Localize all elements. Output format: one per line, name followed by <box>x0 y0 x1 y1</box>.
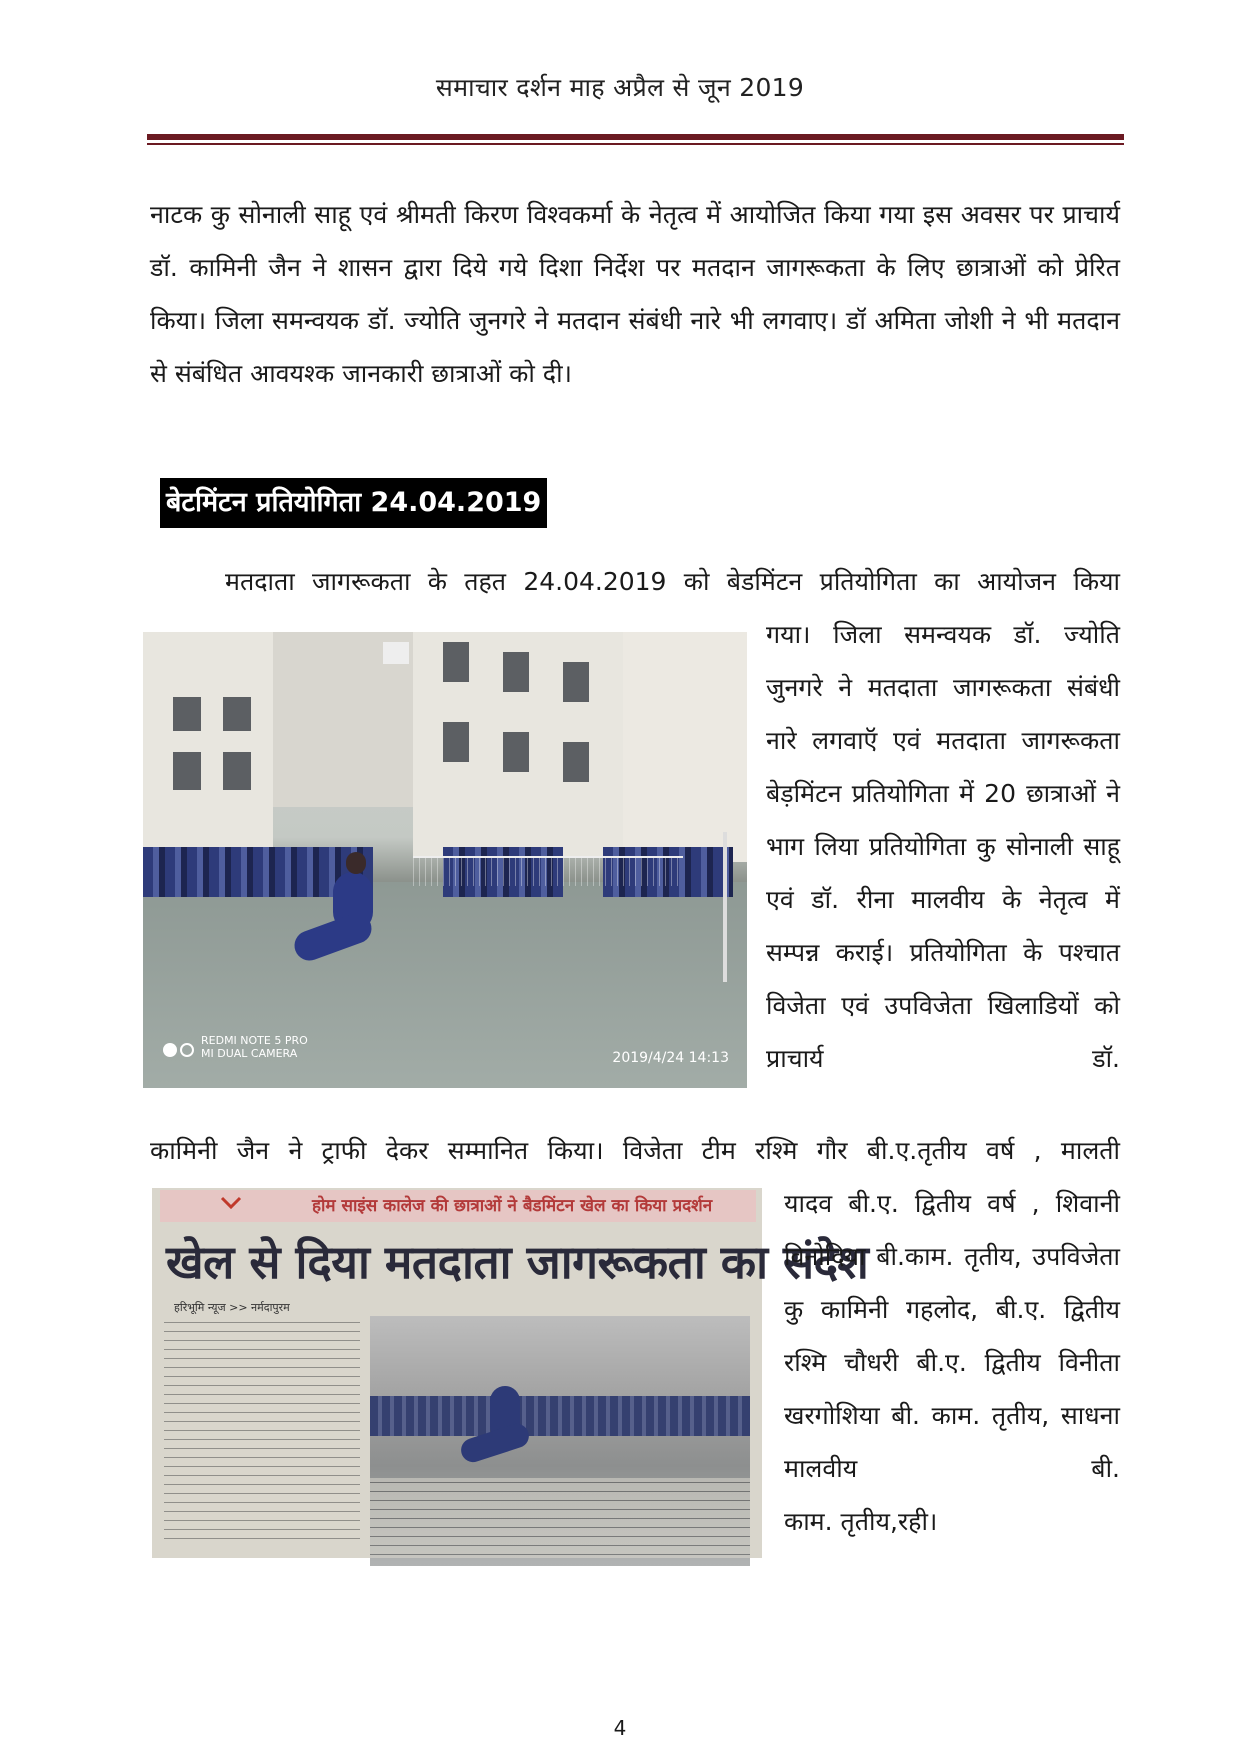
camera-watermark-dots <box>163 1042 197 1061</box>
player-head <box>346 852 366 874</box>
window <box>223 697 251 731</box>
clipping-headline: खेल से दिया मतदाता जागरूकता का संदेश <box>166 1235 869 1289</box>
window <box>173 697 201 731</box>
badminton-paragraph-beside-photo: गया। जिला समन्वयक डॉ. ज्योति जुनगरे ने मतदाता जागरूकता संबंधी नारे लगवाऍ एवं मतदाता जागरूकता बेड़मिंटन प्रतियोगिता में 20 छात्राओं ने भाग लिया प्रतियोगिता कु सोनाली साहू एवं डॉ. रीना मालवीय के नेतृत्व में सम्पन्न कराई। प्रतियोगिता के पश्चात विजेता एवं उपविजेता खिलाडियों को प्राचार्य डॉ. <box>766 620 1120 1073</box>
photo-timestamp: 2019/4/24 14:13 <box>612 1050 729 1066</box>
header-divider-thin <box>147 143 1124 145</box>
window <box>173 752 201 790</box>
badminton-paragraph-full-line: कामिनी जैन ने ट्राफी देकर सम्मानित किया। विजेता टीम रश्मि गौर बी.ए.तृतीय वर्ष , मालती <box>150 1136 1120 1165</box>
clipping-photo-crowd <box>370 1396 750 1436</box>
window <box>503 652 529 692</box>
window <box>503 732 529 772</box>
intro-paragraph <box>150 188 1120 400</box>
window <box>383 642 409 664</box>
window <box>563 742 589 782</box>
badminton-paragraph-beside-clipping <box>784 1177 1120 1548</box>
intro-paragraph-text: नाटक कु सोनाली साहू एवं श्रीमती किरण विश्वकर्मा के नेतृत्व में आयोजित किया गया इस अवसर पर प्राचार्य डॉ. कामिनी जैन ने शासन द्वारा दिये गये दिशा निर्देश पर मतदान जागरूकता के लिए छात्राओं को प्रेरित किया। जिला समन्वयक डॉ. ज्योति जुनगरे ने मतदान संबंधी नारे भी लगवाए। डॉ अमिता जोशी ने भी मतदान से संबंधित आवयश्क जानकारी छात्राओं को दी। <box>150 200 1120 388</box>
badminton-paragraph-line1: मतदाता जागरूकता के तहत 24.04.2019 को बेडमिंटन प्रतियोगिता का आयोजन किया <box>225 567 1120 596</box>
clipping-subheadline: होम साइंस कालेज की छात्राओं ने बैडमिंटन खेल का किया प्रदर्शन <box>312 1196 713 1216</box>
camera-watermark <box>201 1034 308 1060</box>
camera-dot-icon <box>163 1043 177 1057</box>
camera-type: MI DUAL CAMERA <box>201 1047 298 1060</box>
window <box>563 662 589 702</box>
header-divider <box>147 134 1124 140</box>
section-heading: बेटमिंटन प्रतियोगिता 24.04.2019 <box>160 478 547 528</box>
winners-list-last-line: काम. तृतीय,रही। <box>784 1507 938 1536</box>
clipping-byline: हरिभूमि न्यूज >> नर्मदापुरम <box>174 1301 290 1314</box>
clipping-text-column <box>164 1318 360 1543</box>
badminton-net <box>413 856 683 886</box>
badminton-match-photo <box>143 632 747 1088</box>
camera-model: REDMI NOTE 5 PRO <box>201 1034 308 1047</box>
net-pole <box>723 832 727 982</box>
winners-list-text: यादव बी.ए. द्वितीय वर्ष , शिवानी विनोदिया बी.काम. तृतीय, उपविजेता कु कामिनी गहलोद, बी.ए. द्वितीय रश्मि चौधरी बी.ए. द्वितीय विनीता खरगोशिया बी. काम. तृतीय, साधना मालवीय बी. <box>784 1189 1120 1483</box>
building-left <box>143 632 273 862</box>
window <box>443 642 469 682</box>
chevron-down-icon <box>220 1196 242 1210</box>
window <box>223 752 251 790</box>
clipping-text-bottom <box>370 1478 750 1558</box>
page-header-title: समाचार दर्शन माह अप्रैल से जून 2019 <box>435 73 805 102</box>
window <box>443 722 469 762</box>
building-far-right <box>623 632 747 862</box>
page-number: 4 <box>613 1716 627 1740</box>
camera-ring-icon <box>180 1043 194 1057</box>
